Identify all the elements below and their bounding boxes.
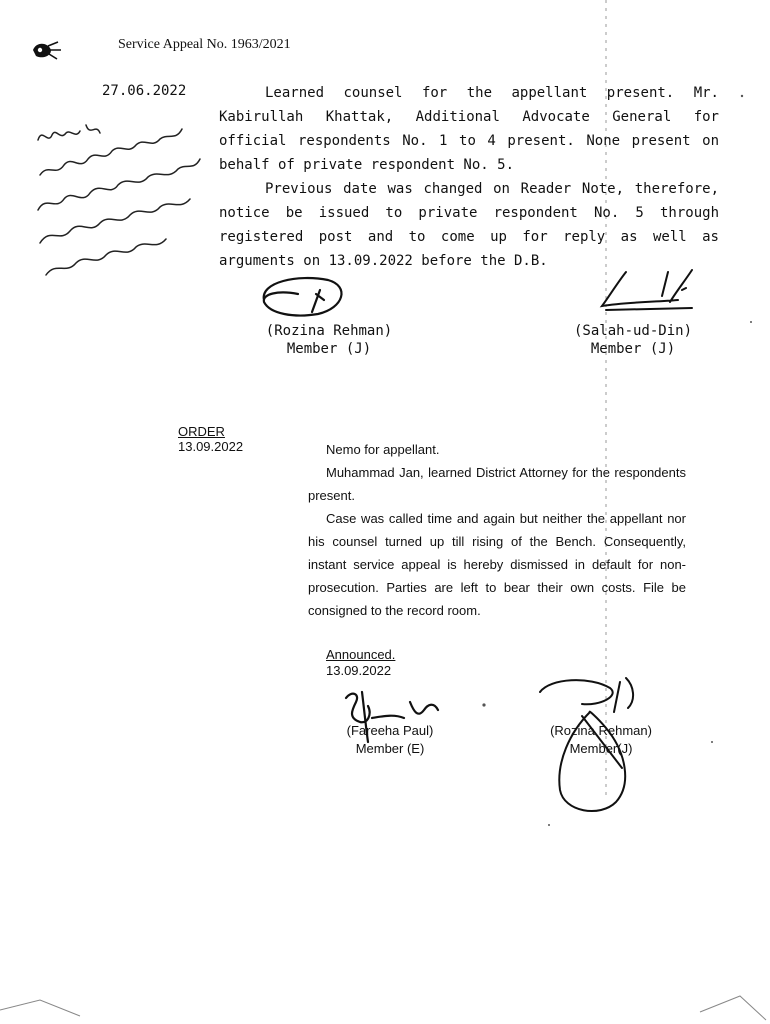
entry-date: 27.06.2022 [102, 83, 187, 99]
signature-role-member-j: Member(J) [569, 741, 633, 756]
signature-rozina-rehman-1 [258, 272, 350, 322]
signature-name-left: (Rozina Rehman) [265, 323, 393, 339]
handwritten-margin-note [30, 115, 210, 290]
signature-role-right: Member (J) [590, 341, 676, 357]
order-heading: ORDER [178, 424, 225, 439]
case-title: Service Appeal No. 1963/2021 [118, 37, 291, 52]
signature-name-member-e: (Fareeha Paul) [346, 723, 434, 738]
entry-paragraph-2: Previous date was changed on Reader Note, therefore, notice be issued to private respondent No. 5 through registered post and to come up for reply as well as arguments on 13.09.2022 before the D.B. [219, 181, 719, 269]
signature-name-member-j: (Rozina Rehman) [550, 723, 652, 738]
announced-label: Announced. [326, 647, 396, 662]
signature-role-member-e: Member (E) [355, 741, 425, 756]
order-paragraph-3: Case was called time and again but neither the appellant nor his counsel turned up till rising of the Bench. Consequently, instant service appeal is hereby dismissed in default for non-prosecution. Parties are left to bear their own costs. File be consigned to the record room. [308, 511, 686, 618]
signature-salah-ud-din [596, 262, 708, 314]
order-paragraph-1: Nemo for appellant. [326, 442, 440, 457]
order-date: 13.09.2022 [178, 439, 244, 454]
announced-date: 13.09.2022 [326, 663, 392, 678]
entry-paragraph-1: Learned counsel for the appellant present. Mr. Kabirullah Khattak, Additional Advocate General for official respondents No. 1 to 4 present. None present on behalf of private respondent No. 5. [219, 85, 719, 173]
signature-name-right: (Salah-ud-Din) [574, 323, 693, 339]
order-paragraph-2: Muhammad Jan, learned District Attorney for the respondents present. [308, 465, 686, 503]
signature-role-left: Member (J) [286, 341, 372, 357]
court-emblem-icon [30, 38, 64, 64]
